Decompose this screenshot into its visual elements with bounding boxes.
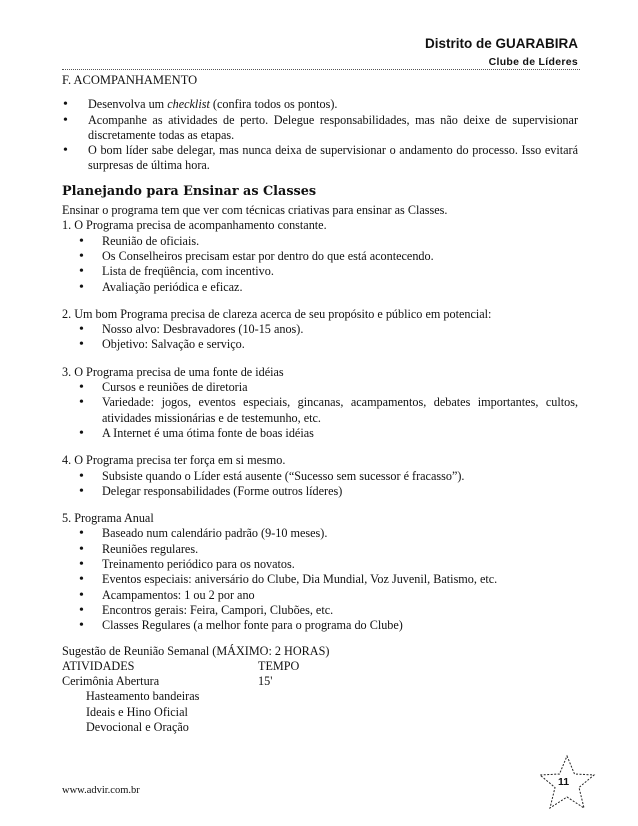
list-item: • Objetivo: Salvação e serviço. xyxy=(76,337,578,352)
list-item: • Classes Regulares (a melhor fonte para o programa do Clube) xyxy=(76,618,578,633)
group-title: 2. Um bom Programa precisa de clareza acerca de seu propósito e público em potencial: xyxy=(62,306,492,321)
list-item: • Encontros gerais: Feira, Campori, Clubões, etc. xyxy=(76,603,578,618)
meeting-table-header xyxy=(62,659,578,674)
section-f-list xyxy=(62,97,578,173)
list-item: • Variedade: jogos, eventos especiais, gincanas, acampamentos, debates importantes, cultos, atividades missionárias e de testemunho, etc. xyxy=(76,395,578,426)
list-item: • Desenvolva um checklist (confira todos os pontos). xyxy=(62,97,578,112)
list-item: • Delegar responsabilidades (Forme outros líderes) xyxy=(76,484,578,499)
header-subtitle: Clube de Líderes xyxy=(488,56,578,68)
list-item: • Nosso alvo: Desbravadores (10-15 anos). xyxy=(76,322,578,337)
list-item: • Os Conselheiros precisam estar por dentro do que está acontecendo. xyxy=(76,249,578,264)
header-title: Distrito de GUARABIRA xyxy=(424,36,578,51)
header-divider xyxy=(62,69,580,70)
list-item: • Reunião de oficiais. xyxy=(76,234,578,249)
list-item: • O bom líder sabe delegar, mas nunca deixa de supervisionar o andamento do processo. Isso evitará surpresas de última hora. xyxy=(62,143,578,174)
table-row xyxy=(62,674,578,689)
section-f-heading: F. ACOMPANHAMENTO xyxy=(62,73,198,87)
group-list xyxy=(62,322,578,353)
list-item: • Avaliação periódica e eficaz. xyxy=(76,280,578,295)
group-list xyxy=(62,469,578,500)
emphasis-checklist: checklist xyxy=(167,97,210,112)
list-item: • Lista de freqüência, com incentivo. xyxy=(76,264,578,279)
col-time-header: TEMPO xyxy=(258,658,300,673)
page-number: 11 xyxy=(558,776,570,788)
col-activity-header: ATIVIDADES xyxy=(62,658,135,673)
sub-activity: Hasteamento bandeiras xyxy=(86,689,200,704)
activity-cell: Cerimônia Abertura xyxy=(62,674,160,689)
group-title: 1. O Programa precisa de acompanhamento constante. xyxy=(62,218,327,233)
planning-heading: Planejando para Ensinar as Classes xyxy=(62,183,317,199)
meeting-title: Sugestão de Reunião Semanal (MÁXIMO: 2 HORAS) xyxy=(62,643,330,658)
list-item: • Treinamento periódico para os novatos. xyxy=(76,557,578,572)
group-list xyxy=(62,234,578,295)
group-title: 3. O Programa precisa de uma fonte de idéias xyxy=(62,364,284,379)
list-item: • Reuniões regulares. xyxy=(76,542,578,557)
list-item: • Subsiste quando o Líder está ausente (“Sucesso sem sucessor é fracasso”). xyxy=(76,469,578,484)
group-list xyxy=(62,526,578,633)
time-cell: 15' xyxy=(258,674,273,689)
list-item: • Cursos e reuniões de diretoria xyxy=(76,380,578,395)
group-title: 5. Programa Anual xyxy=(62,511,154,526)
list-item: • Acompanhe as atividades de perto. Delegue responsabilidades, mas não deixe de supervisionar discretamente todas as etapas. xyxy=(62,113,578,144)
document-body xyxy=(62,73,578,735)
list-item: • Acampamentos: 1 ou 2 por ano xyxy=(76,588,578,603)
group-title: 4. O Programa precisa ter força em si mesmo. xyxy=(62,453,286,468)
list-item: • Eventos especiais: aniversário do Clube, Dia Mundial, Voz Juvenil, Batismo, etc. xyxy=(76,572,578,587)
list-item: • A Internet é uma ótima fonte de boas idéias xyxy=(76,426,578,441)
planning-intro: Ensinar o programa tem que ver com técnicas criativas para ensinar as Classes. xyxy=(62,203,448,218)
group-list xyxy=(62,380,578,441)
footer-url: www.advir.com.br xyxy=(62,785,140,796)
list-item: • Baseado num calendário padrão (9-10 meses). xyxy=(76,526,578,541)
sub-activity: Devocional e Oração xyxy=(86,719,189,734)
sub-activity: Ideais e Hino Oficial xyxy=(86,704,188,719)
